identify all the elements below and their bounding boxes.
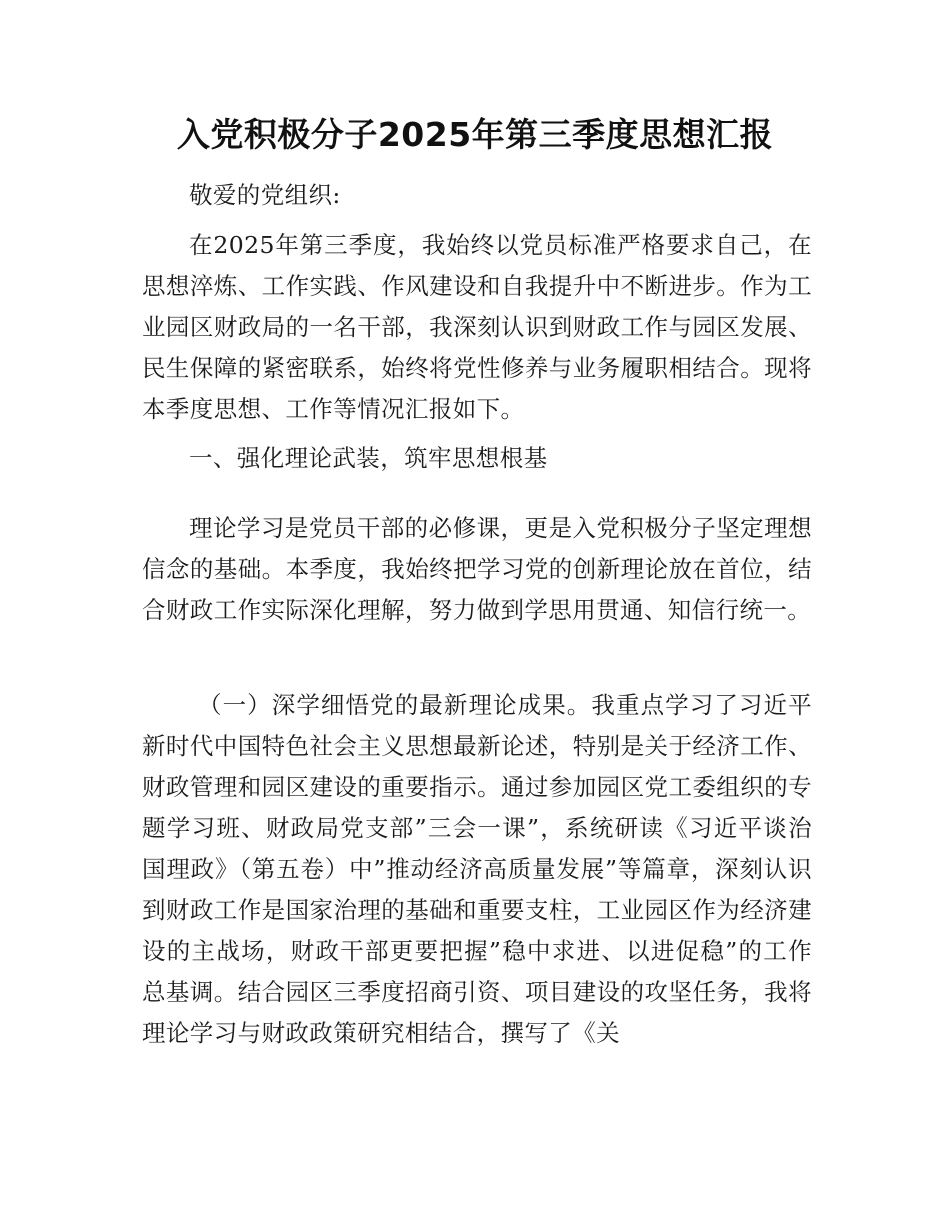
paragraph-section1-item1: （一）深学细悟党的最新理论成果。我重点学习了习近平新时代中国特色社会主义思想最新论述，特别是关于经济工作、财政管理和园区建设的重要指示。通过参加园区党工委组织的专题学习班、财政局党支部”三会一课”，系统研读《习近平谈治国理政》（第五卷）中”推动经济高质量发展”等篇章，深刻认识到财政工作是国家治理的基础和重要支柱，工业园区作为经济建设的主战场，财政干部更要把握”稳中求进、以进促稳”的工作总基调。结合园区三季度招商引资、项目建设的攻坚任务，我将理论学习与财政政策研究相结合，撰写了《关 — [142, 691, 812, 1047]
salutation: 敬爱的党组织: — [189, 181, 341, 209]
document-title: 入党积极分子2025年第三季度思想汇报 — [176, 115, 774, 154]
section-heading-1: 一、强化理论武装，筑牢思想根基 — [189, 444, 548, 472]
paragraph-section1-intro: 理论学习是党员干部的必修课，更是入党积极分子坚定理想信念的基础。本季度，我始终把学习党的创新理论放在首位，结合财政工作实际深化理解，努力做到学思用贯通、知信行统一。 — [142, 514, 812, 624]
paragraph-intro: 在2025年第三季度，我始终以党员标准严格要求自己，在思想淬炼、工作实践、作风建设和自我提升中不断进步。作为工业园区财政局的一名干部，我深刻认识到财政工作与园区发展、民生保障的紧密联系，始终将党性修养与业务履职相结合。现将本季度思想、工作等情况汇报如下。 — [142, 231, 812, 423]
